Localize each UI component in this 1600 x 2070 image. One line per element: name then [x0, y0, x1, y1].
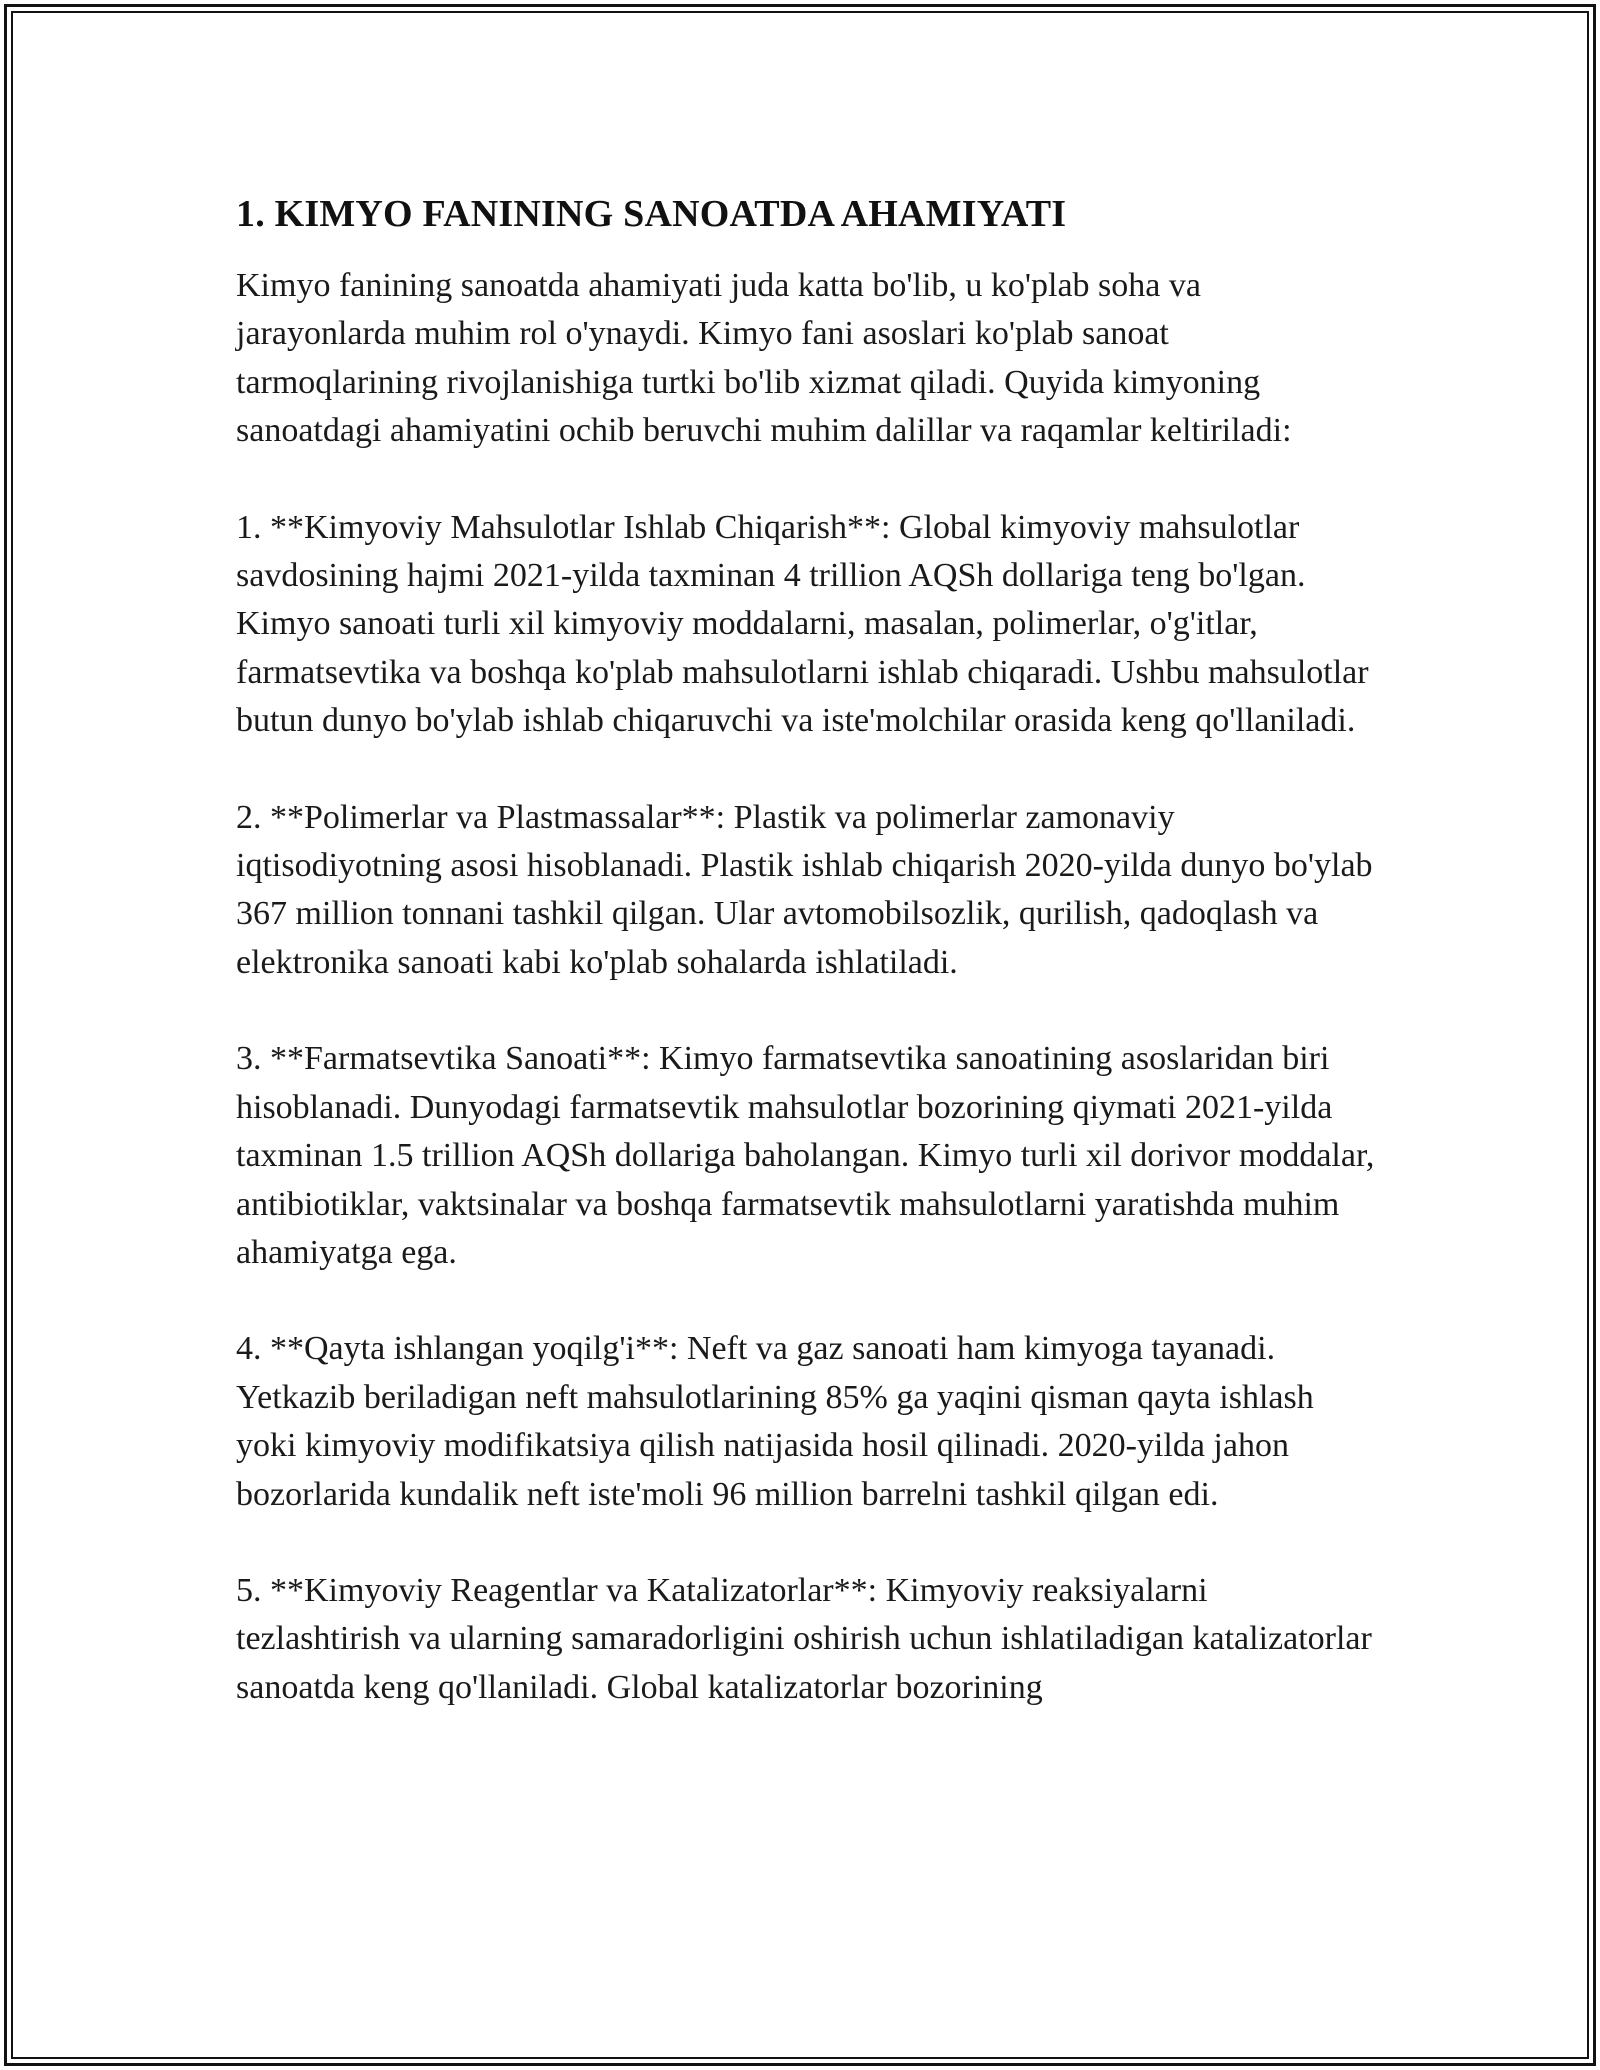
paragraph-pharmaceutical-industry: 3. **Farmatsevtika Sanoati**: Kimyo farmatsevtika sanoatining asoslaridan biri hisoblanadi. Dunyodagi farmatsevtik mahsulotlar bozorining qiymati 2021-yilda taxminan 1.5 trillion AQSh dollariga baholangan. Kimyo turli xil dorivor moddalar, antibiotiklar, vaktsinalar va boshqa farmatsevtik mahsulotlarni yaratishda muhim ahamiyatga ega.: [236, 1040, 1375, 1271]
paragraph-chemical-products: 1. **Kimyoviy Mahsulotlar Ishlab Chiqarish**: Global kimyoviy mahsulotlar savdosining hajmi 2021-yilda taxminan 4 trillion AQSh dollariga teng bo'lgan. Kimyo sanoati turli xil kimyoviy moddalarni, masalan, polimerlar, o'g'itlar, farmatsevtika va boshqa ko'plab mahsulotlarni ishlab chiqaradi. Ushbu mahsulotlar butun dunyo bo'ylab ishlab chiqaruvchi va iste'molchilar orasida keng qo'llaniladi.: [236, 508, 1369, 740]
paragraph-reagents-catalysts: 5. **Kimyoviy Reagentlar va Katalizatorlar**: Kimyoviy reaksiyalarni tezlashtirish va ularning samaradorligini oshirish uchun ishlatiladigan katalizatorlar sanoatda keng qo'llaniladi. Global katalizatorlar bozorining: [236, 1571, 1372, 1706]
intro-paragraph: Kimyo fanining sanoatda ahamiyati juda katta bo'lib, u ko'plab soha va jarayonlarda muhim rol o'ynaydi. Kimyo fani asoslari ko'plab sanoat tarmoqlarining rivojlanishiga turtki bo'lib xizmat qiladi. Quyida kimyoning sanoatdagi ahamiyatini ochib beruvchi muhim dalillar va raqamlar keltiriladi:: [236, 267, 1292, 450]
paragraph-polymers-plastics: 2. **Polimerlar va Plastmassalar**: Plastik va polimerlar zamonaviy iqtisodiyotning asosi hisoblanadi. Plastik ishlab chiqarish 2020-yilda dunyo bo'ylab 367 million tonnani tashkil qilgan. Ular avtomobilsozlik, qurilish, qadoqlash va elektronika sanoati kabi ko'plab sohalarda ishlatiladi.: [236, 798, 1373, 981]
paragraph-refined-fuel: 4. **Qayta ishlangan yoqilg'i**: Neft va gaz sanoati ham kimyoga tayanadi. Yetkazib beriladigan neft mahsulotlarining 85% ga yaqini qisman qayta ishlash yoki kimyoviy modifikatsiya qilish natijasida hosil qilinadi. 2020-yilda jahon bozorlarida kundalik neft iste'moli 96 million barrelni tashkil qilgan edi.: [236, 1330, 1314, 1513]
section-title: 1. KIMYO FANINING SANOATDA AHAMIYATI: [236, 193, 1067, 235]
document-body: [236, 188, 1376, 1760]
